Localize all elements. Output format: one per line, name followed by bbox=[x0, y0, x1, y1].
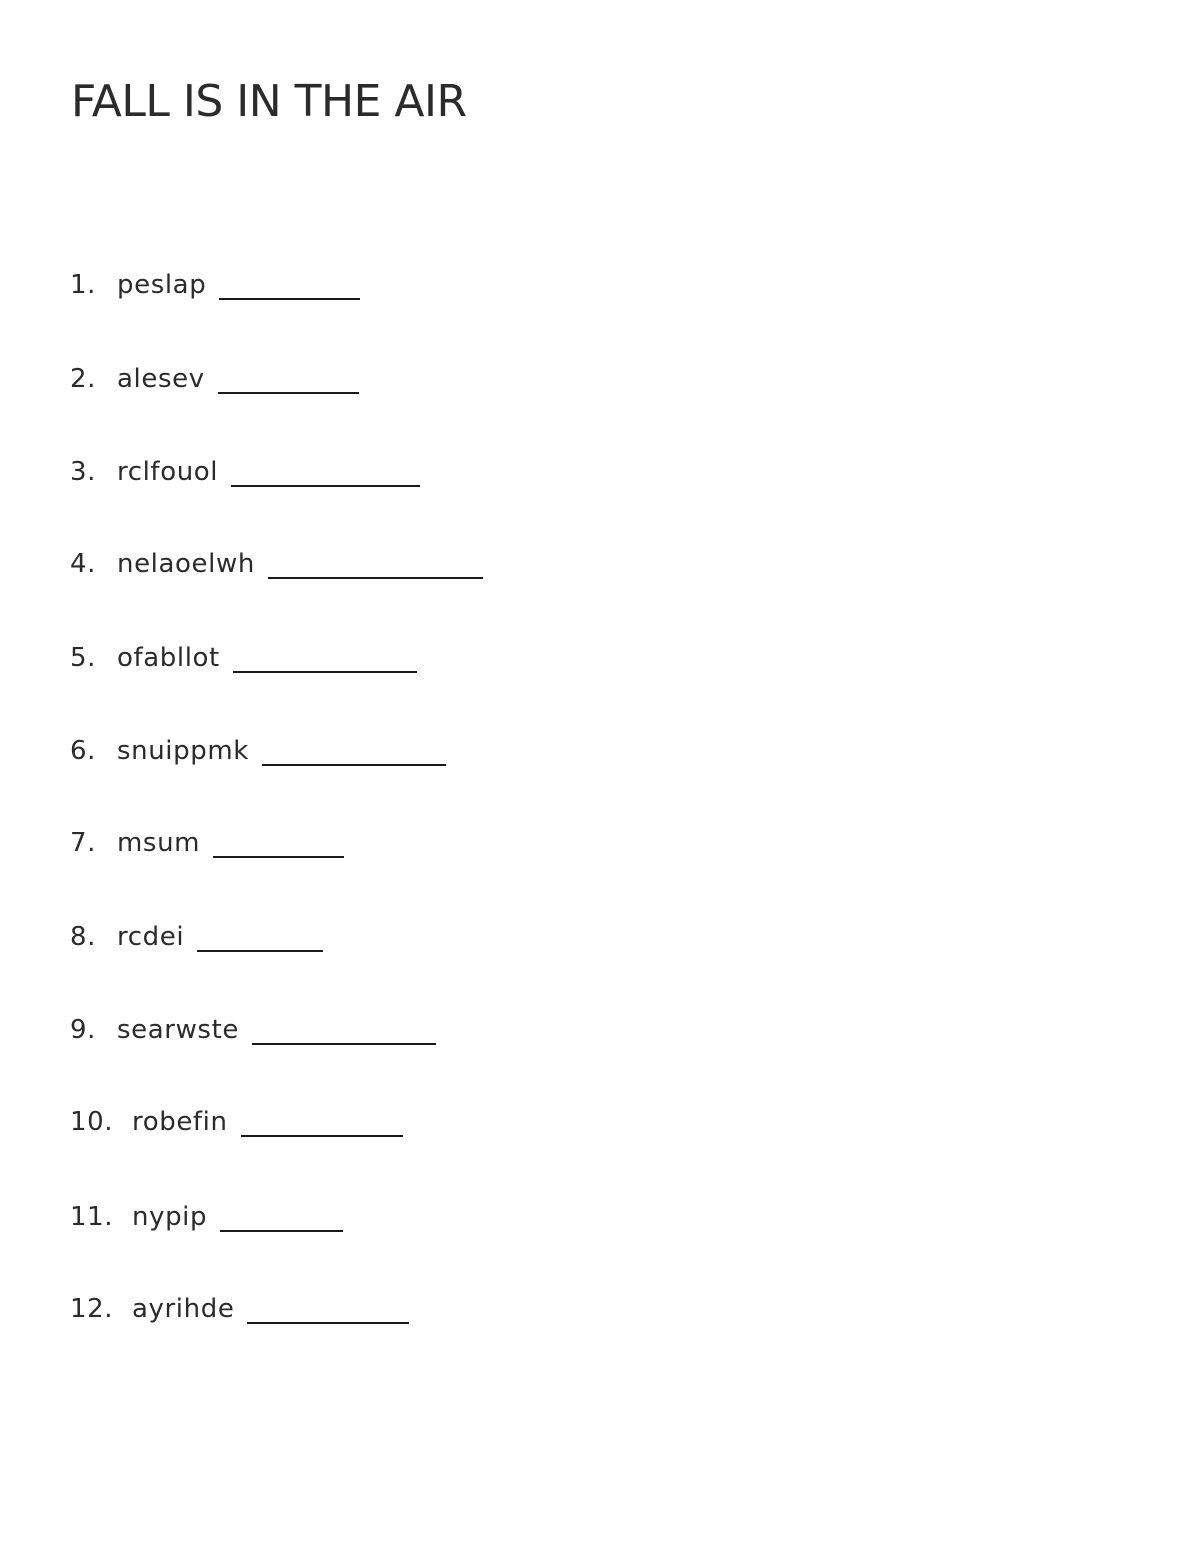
answer-blank[interactable] bbox=[219, 298, 360, 300]
scrambled-word: searwste bbox=[117, 1015, 239, 1045]
list-item bbox=[70, 820, 344, 860]
scrambled-word: nelaoelwh bbox=[117, 549, 255, 579]
answer-blank[interactable] bbox=[241, 1135, 403, 1137]
list-item bbox=[70, 1007, 436, 1047]
scrambled-word: ofabllot bbox=[117, 643, 220, 673]
item-number: 11. bbox=[70, 1202, 114, 1232]
scrambled-word: alesev bbox=[117, 364, 205, 394]
item-number: 7. bbox=[70, 828, 97, 858]
answer-blank[interactable] bbox=[268, 577, 483, 579]
answer-blank[interactable] bbox=[262, 764, 446, 766]
list-item bbox=[70, 914, 323, 954]
list-item bbox=[70, 728, 446, 768]
answer-blank[interactable] bbox=[218, 392, 359, 394]
item-number: 6. bbox=[70, 736, 97, 766]
scrambled-word: nypip bbox=[132, 1202, 208, 1232]
answer-blank[interactable] bbox=[233, 671, 417, 673]
item-number: 5. bbox=[70, 643, 97, 673]
scrambled-word: rcdei bbox=[117, 922, 185, 952]
list-item bbox=[70, 1099, 403, 1139]
list-item bbox=[70, 635, 417, 675]
item-number: 10. bbox=[70, 1107, 114, 1137]
list-item bbox=[70, 1194, 343, 1234]
scrambled-word: msum bbox=[117, 828, 201, 858]
scrambled-word: rclfouol bbox=[117, 457, 219, 487]
list-item bbox=[70, 1286, 409, 1326]
scrambled-word: ayrihde bbox=[132, 1294, 235, 1324]
scrambled-word: robefin bbox=[132, 1107, 228, 1137]
item-number: 8. bbox=[70, 922, 97, 952]
list-item bbox=[70, 541, 483, 581]
item-number: 3. bbox=[70, 457, 97, 487]
item-number: 12. bbox=[70, 1294, 114, 1324]
answer-blank[interactable] bbox=[247, 1322, 409, 1324]
page-title: FALL IS IN THE AIR bbox=[71, 76, 467, 127]
answer-blank[interactable] bbox=[220, 1230, 343, 1232]
answer-blank[interactable] bbox=[231, 485, 420, 487]
item-number: 4. bbox=[70, 549, 97, 579]
answer-blank[interactable] bbox=[213, 856, 344, 858]
item-number: 1. bbox=[70, 270, 97, 300]
item-number: 9. bbox=[70, 1015, 97, 1045]
answer-blank[interactable] bbox=[197, 950, 323, 952]
list-item bbox=[70, 356, 359, 396]
scrambled-word: peslap bbox=[117, 270, 207, 300]
list-item bbox=[70, 449, 420, 489]
answer-blank[interactable] bbox=[252, 1043, 436, 1045]
list-item bbox=[70, 262, 360, 302]
scrambled-word: snuippmk bbox=[117, 736, 249, 766]
item-number: 2. bbox=[70, 364, 97, 394]
